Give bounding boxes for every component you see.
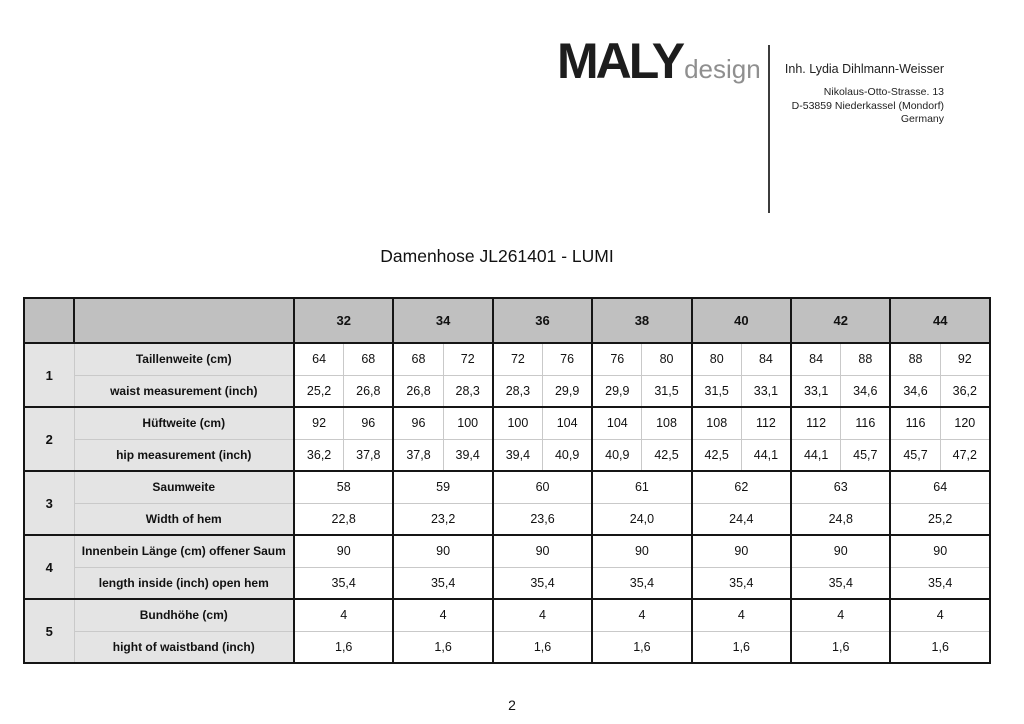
contact-address-line: Nikolaus-Otto-Strasse. 13 bbox=[823, 86, 944, 98]
value-cell: 36,2 bbox=[940, 375, 990, 407]
value-cell: 4 bbox=[890, 599, 990, 631]
value-cell: 72 bbox=[443, 343, 493, 375]
value-cell: 45,7 bbox=[890, 439, 940, 471]
value-cell: 84 bbox=[791, 343, 841, 375]
value-cell: 68 bbox=[344, 343, 394, 375]
row-label-de: Innenbein Länge (cm) offener Saum bbox=[74, 535, 294, 567]
value-cell: 4 bbox=[294, 599, 393, 631]
value-cell: 90 bbox=[294, 535, 393, 567]
value-cell: 24,4 bbox=[692, 503, 791, 535]
value-cell: 92 bbox=[294, 407, 344, 439]
value-cell: 90 bbox=[393, 535, 492, 567]
value-cell: 33,1 bbox=[741, 375, 791, 407]
value-cell: 64 bbox=[890, 471, 990, 503]
value-cell: 35,4 bbox=[890, 567, 990, 599]
value-cell: 34,6 bbox=[890, 375, 940, 407]
value-cell: 44,1 bbox=[791, 439, 841, 471]
value-cell: 1,6 bbox=[890, 631, 990, 663]
value-cell: 88 bbox=[890, 343, 940, 375]
row-number: 1 bbox=[24, 343, 74, 407]
corner-cell bbox=[24, 298, 74, 343]
value-cell: 59 bbox=[393, 471, 492, 503]
value-cell: 104 bbox=[592, 407, 642, 439]
value-cell: 26,8 bbox=[344, 375, 394, 407]
company-logo bbox=[557, 33, 761, 89]
value-cell: 45,7 bbox=[841, 439, 891, 471]
value-cell: 64 bbox=[294, 343, 344, 375]
row-number: 4 bbox=[24, 535, 74, 599]
value-cell: 24,8 bbox=[791, 503, 890, 535]
value-cell: 36,2 bbox=[294, 439, 344, 471]
contact-owner: Inh. Lydia Dihlmann-Weisser bbox=[784, 62, 944, 76]
value-cell: 42,5 bbox=[642, 439, 692, 471]
contact-address-line: D-53859 Niederkassel (Mondorf) bbox=[791, 99, 944, 112]
value-cell: 100 bbox=[443, 407, 493, 439]
value-cell: 58 bbox=[294, 471, 393, 503]
row-label-de: Taillenweite (cm) bbox=[74, 343, 294, 375]
size-header-cell: 34 bbox=[393, 298, 492, 343]
value-cell: 62 bbox=[692, 471, 791, 503]
value-cell: 104 bbox=[543, 407, 593, 439]
size-table bbox=[23, 297, 991, 664]
value-cell: 31,5 bbox=[642, 375, 692, 407]
value-cell: 96 bbox=[344, 407, 394, 439]
header-divider bbox=[768, 45, 770, 213]
value-cell: 80 bbox=[692, 343, 742, 375]
value-cell: 72 bbox=[493, 343, 543, 375]
label-header-cell bbox=[74, 298, 294, 343]
value-cell: 35,4 bbox=[791, 567, 890, 599]
value-cell: 76 bbox=[543, 343, 593, 375]
value-cell: 31,5 bbox=[692, 375, 742, 407]
value-cell: 88 bbox=[841, 343, 891, 375]
value-cell: 120 bbox=[940, 407, 990, 439]
value-cell: 33,1 bbox=[791, 375, 841, 407]
size-header-cell: 42 bbox=[791, 298, 890, 343]
value-cell: 40,9 bbox=[592, 439, 642, 471]
value-cell: 25,2 bbox=[294, 375, 344, 407]
value-cell: 90 bbox=[791, 535, 890, 567]
value-cell: 60 bbox=[493, 471, 592, 503]
row-number: 3 bbox=[24, 471, 74, 535]
value-cell: 34,6 bbox=[841, 375, 891, 407]
value-cell: 40,9 bbox=[543, 439, 593, 471]
value-cell: 47,2 bbox=[940, 439, 990, 471]
size-header-cell: 32 bbox=[294, 298, 393, 343]
value-cell: 1,6 bbox=[692, 631, 791, 663]
value-cell: 90 bbox=[692, 535, 791, 567]
row-label-de: Bundhöhe (cm) bbox=[74, 599, 294, 631]
value-cell: 90 bbox=[493, 535, 592, 567]
value-cell: 28,3 bbox=[443, 375, 493, 407]
value-cell: 108 bbox=[642, 407, 692, 439]
value-cell: 39,4 bbox=[493, 439, 543, 471]
row-label-en: length inside (inch) open hem bbox=[74, 567, 294, 599]
row-label-de: Hüftweite (cm) bbox=[74, 407, 294, 439]
value-cell: 61 bbox=[592, 471, 691, 503]
logo-suffix-text: design bbox=[684, 54, 761, 84]
row-label-en: hip measurement (inch) bbox=[74, 439, 294, 471]
value-cell: 39,4 bbox=[443, 439, 493, 471]
row-label-en: hight of waistband (inch) bbox=[74, 631, 294, 663]
value-cell: 25,2 bbox=[890, 503, 990, 535]
value-cell: 108 bbox=[692, 407, 742, 439]
value-cell: 90 bbox=[592, 535, 691, 567]
value-cell: 112 bbox=[741, 407, 791, 439]
value-cell: 35,4 bbox=[393, 567, 492, 599]
value-cell: 35,4 bbox=[294, 567, 393, 599]
value-cell: 84 bbox=[741, 343, 791, 375]
logo-brand-text: MALY bbox=[557, 33, 683, 89]
size-header-cell: 44 bbox=[890, 298, 990, 343]
row-label-en: Width of hem bbox=[74, 503, 294, 535]
row-label-de: Saumweite bbox=[74, 471, 294, 503]
value-cell: 24,0 bbox=[592, 503, 691, 535]
value-cell: 76 bbox=[592, 343, 642, 375]
value-cell: 116 bbox=[841, 407, 891, 439]
value-cell: 1,6 bbox=[493, 631, 592, 663]
value-cell: 80 bbox=[642, 343, 692, 375]
size-header-cell: 36 bbox=[493, 298, 592, 343]
size-header-cell: 38 bbox=[592, 298, 691, 343]
row-number: 5 bbox=[24, 599, 74, 663]
row-number: 2 bbox=[24, 407, 74, 471]
value-cell: 26,8 bbox=[393, 375, 443, 407]
row-label-en: waist measurement (inch) bbox=[74, 375, 294, 407]
value-cell: 37,8 bbox=[393, 439, 443, 471]
value-cell: 100 bbox=[493, 407, 543, 439]
value-cell: 35,4 bbox=[493, 567, 592, 599]
value-cell: 37,8 bbox=[344, 439, 394, 471]
value-cell: 116 bbox=[890, 407, 940, 439]
value-cell: 4 bbox=[493, 599, 592, 631]
value-cell: 35,4 bbox=[592, 567, 691, 599]
contact-address-line: Germany bbox=[900, 113, 944, 125]
value-cell: 22,8 bbox=[294, 503, 393, 535]
value-cell: 29,9 bbox=[543, 375, 593, 407]
size-header-cell: 40 bbox=[692, 298, 791, 343]
value-cell: 112 bbox=[791, 407, 841, 439]
value-cell: 90 bbox=[890, 535, 990, 567]
value-cell: 4 bbox=[592, 599, 691, 631]
value-cell: 63 bbox=[791, 471, 890, 503]
value-cell: 23,6 bbox=[493, 503, 592, 535]
contact-block bbox=[785, 62, 944, 127]
value-cell: 4 bbox=[393, 599, 492, 631]
value-cell: 68 bbox=[393, 343, 443, 375]
value-cell: 1,6 bbox=[393, 631, 492, 663]
value-cell: 44,1 bbox=[741, 439, 791, 471]
page-title: Damenhose JL261401 - LUMI bbox=[380, 246, 614, 266]
value-cell: 35,4 bbox=[692, 567, 791, 599]
value-cell: 28,3 bbox=[493, 375, 543, 407]
value-cell: 1,6 bbox=[294, 631, 393, 663]
value-cell: 1,6 bbox=[791, 631, 890, 663]
value-cell: 96 bbox=[393, 407, 443, 439]
value-cell: 29,9 bbox=[592, 375, 642, 407]
value-cell: 1,6 bbox=[592, 631, 691, 663]
value-cell: 23,2 bbox=[393, 503, 492, 535]
value-cell: 4 bbox=[692, 599, 791, 631]
page-number: 2 bbox=[508, 697, 516, 713]
value-cell: 42,5 bbox=[692, 439, 742, 471]
value-cell: 92 bbox=[940, 343, 990, 375]
value-cell: 4 bbox=[791, 599, 890, 631]
